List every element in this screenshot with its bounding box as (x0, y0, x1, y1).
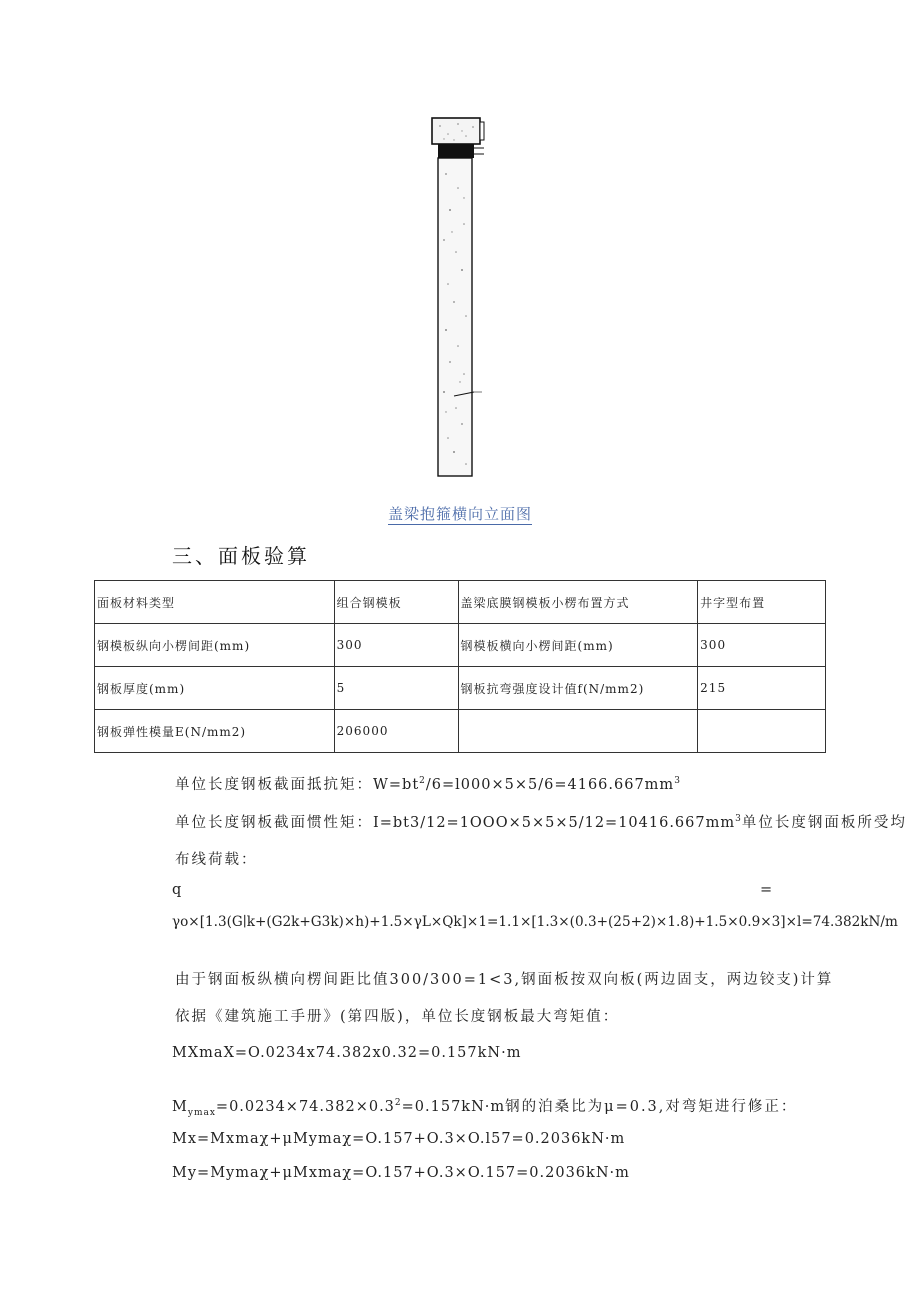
table-cell: 300 (698, 624, 826, 667)
my-max-line (172, 1095, 797, 1118)
q-formula: γo×[1.3(G∣k+(G2k+G3k)×h)+1.5×γL×Qk]×1=1.1×[1.3×(0.3+(25+2)×1.8)+1.5×0.9×3]×l=74.382kN/m (172, 914, 898, 930)
section-title: 三、面板验算 (172, 544, 310, 568)
table-cell: 5 (334, 667, 458, 710)
table-row (95, 624, 826, 667)
parameter-table (94, 580, 826, 753)
my-max-symbol: M (172, 1099, 188, 1115)
table-row (95, 667, 826, 710)
table-cell (458, 710, 698, 753)
section-modulus-formula: W=bt (373, 777, 420, 793)
table-row (95, 581, 826, 624)
table-cell: 钢板弹性模量E(N/mm2) (95, 710, 335, 753)
section-modulus-formula-rest: /6=l000×5×5/6=4166.667mm (425, 777, 675, 793)
load-label: 布线荷载： (175, 852, 258, 868)
superscript: 2 (419, 776, 426, 787)
table-cell: 300 (334, 624, 458, 667)
subscript: ymax (187, 1107, 216, 1118)
q-symbol: q (172, 882, 183, 898)
uniform-load-intro: 单位长度钢面板所受均 (741, 815, 907, 831)
table-cell: 面板材料类型 (95, 581, 335, 624)
table-cell: 钢板抗弯强度设计值f(N/mm2) (458, 667, 698, 710)
moment-of-inertia-formula: I=bt3/12=1OOO×5×5×5/12=10416.667mm (373, 815, 736, 831)
table-cell: 井字型布置 (698, 581, 826, 624)
table-cell: 206000 (334, 710, 458, 753)
table-cell: 215 (698, 667, 826, 710)
my-max-formula-rest: =0.157kN·m (401, 1099, 506, 1115)
table-row (95, 710, 826, 753)
cap-beam-hoop-elevation-drawing (428, 112, 492, 488)
mx-max-formula: MXmaX=O.0234x74.382x0.32=0.157kN·m (172, 1045, 522, 1061)
table-cell: 钢模板横向小楞间距(mm) (458, 624, 698, 667)
figure-caption (0, 503, 920, 524)
section-modulus-line (175, 773, 681, 794)
span-ratio-text: 由于钢面板纵横向楞间距比值300/300=1<3,钢面板按双向板(两边固支，两边铰支)计算 (175, 972, 834, 988)
superscript: 2 (394, 1098, 402, 1109)
superscript: 3 (735, 814, 742, 825)
section-modulus-label: 单位长度钢板截面抵抗矩： (175, 777, 373, 793)
table-cell: 盖梁底膜钢模板小楞布置方式 (458, 581, 698, 624)
superscript: 3 (674, 776, 681, 787)
q-equals: = (760, 882, 774, 898)
moment-of-inertia-label: 单位长度钢板截面惯性矩： (175, 815, 373, 831)
moment-of-inertia-line (175, 811, 907, 832)
table-cell: 钢板厚度(mm) (95, 667, 335, 710)
my-max-formula: =0.0234×74.382×0.3 (215, 1099, 395, 1115)
mx-corrected-formula: Mx=Mxmaχ+μMymaχ=O.157+O.3×O.l57=0.2036kN·m (172, 1131, 626, 1147)
table-cell: 钢模板纵向小楞间距(mm) (95, 624, 335, 667)
table-cell: 组合钢模板 (334, 581, 458, 624)
table-cell (698, 710, 826, 753)
my-corrected-formula: My=Mymaχ+μMxmaχ=O.157+O.3×O.157=0.2036kN·m (172, 1165, 630, 1181)
figure-caption-text: 盖梁抱箍横向立面图 (387, 505, 532, 523)
design-basis-text: 依据《建筑施工手册》(第四版)，单位长度钢板最大弯矩值： (175, 1009, 620, 1025)
poisson-ratio-text: 钢的泊桑比为μ=0.3,对弯矩进行修正： (505, 1099, 798, 1115)
